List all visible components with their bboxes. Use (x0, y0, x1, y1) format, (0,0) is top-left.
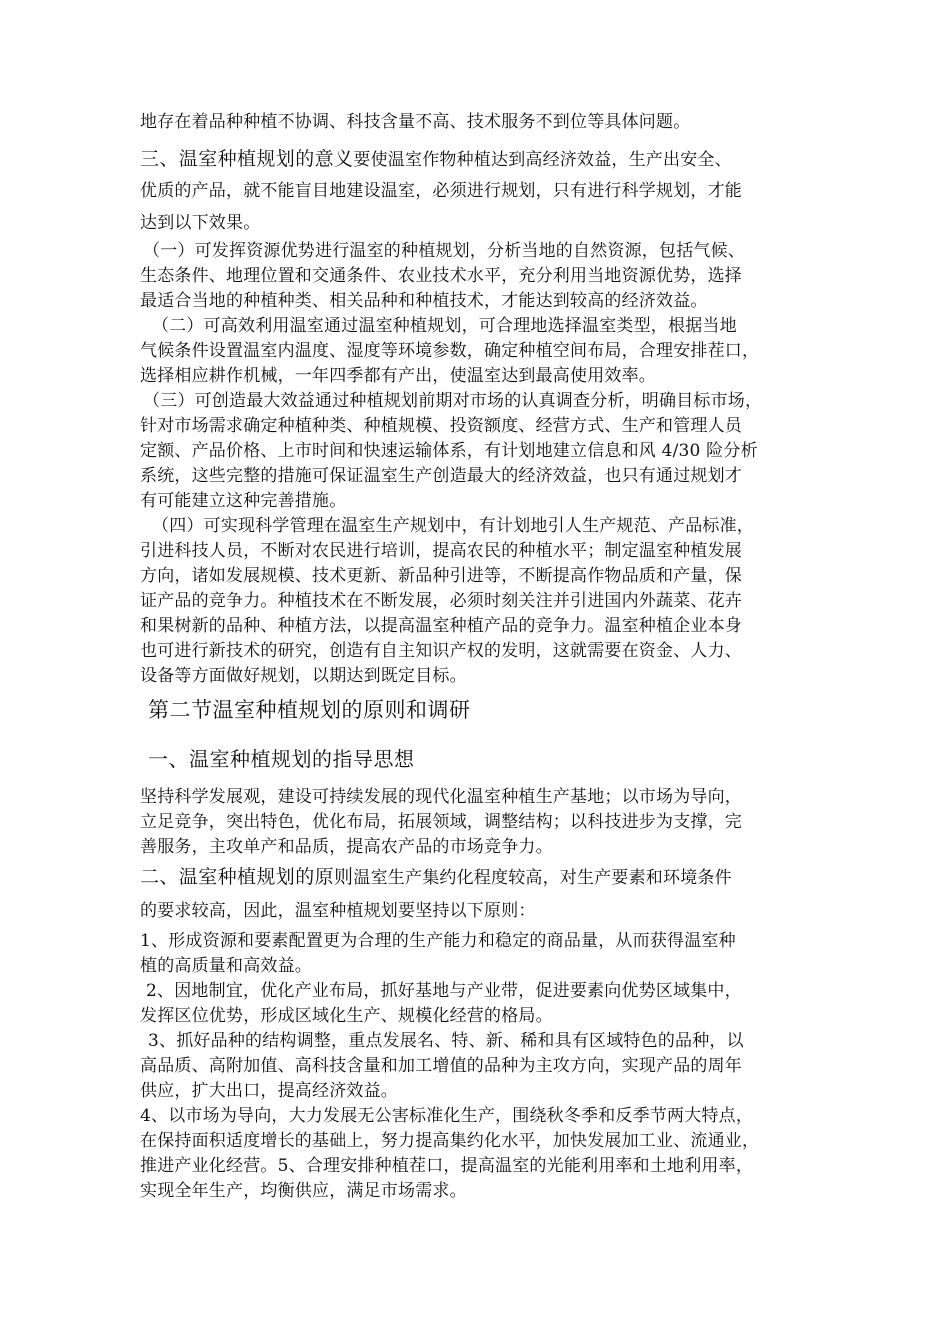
paragraph-line: （三）可创造最大效益通过种植规划前期对市场的认真调查分析，明确目标市场， (143, 391, 763, 411)
paragraph-line: 引进科技人员，不断对农民进行培训，提高农民的种植水平；制定温室种植发展 (140, 541, 742, 561)
paragraph-line: 也可进行新技术的研究，创造有自主知识产权的发明，这就需要在资金、人力、 (140, 641, 742, 661)
paragraph-text: 温室生产集约化程度较高，对生产要素和环境条件 (353, 868, 732, 888)
paragraph-line: 生态条件、地理位置和交通条件、农业技术水平，充分利用当地资源优势，选择 (140, 266, 742, 286)
paragraph-line: 高品质、高附加值、高科技含量和加工增值的品种为主攻方向，实现产品的周年 (140, 1056, 742, 1076)
paragraph-line: （一）可发挥资源优势进行温室的种植规划，分析当地的自然资源，包括气候、 (143, 241, 745, 261)
paragraph-line: 系统，这些完整的措施可保证温室生产创造最大的经济效益，也只有通过规划才 (140, 466, 742, 486)
paragraph-line: 供应，扩大出口，提高经济效益。 (140, 1081, 398, 1101)
paragraph-line: 方向，诸如发展规模、技术更新、新品种引进等，不断提高作物品质和产量，保 (140, 566, 742, 586)
paragraph-line: 的要求较高，因此，温室种植规划要坚持以下原则： (140, 901, 536, 921)
paragraph-line: 达到以下效果。 (140, 213, 261, 233)
paragraph-line: 实现全年生产，均衡供应，满足市场需求。 (140, 1181, 467, 1201)
paragraph-line: 设备等方面做好规划，以期达到既定目标。 (140, 666, 467, 686)
paragraph-line: 针对市场需求确定种植种类、种植规模、投资额度、经营方式、生产和管理人员 (140, 416, 742, 436)
paragraph-line: 植的高质量和高效益。 (140, 956, 312, 976)
paragraph-line: 优质的产品，就不能盲目地建设温室，必须进行规划，只有进行科学规划，才能 (140, 181, 742, 201)
paragraph-line: 定额、产品价格、上市时间和快速运输体系，有计划地建立信息和风 4/30 险分析 (140, 441, 758, 461)
paragraph-line: 最适合当地的种植种类、相关品种和种植技术，才能达到较高的经济效益。 (140, 291, 708, 311)
section-heading-line (140, 148, 732, 171)
paragraph-line: 1、形成资源和要素配置更为合理的生产能力和稳定的商品量，从而获得温室种 (140, 931, 736, 951)
paragraph-line: 3、抓好品种的结构调整，重点发展名、特、新、稀和具有区域特色的品种，以 (148, 1031, 744, 1051)
paragraph-line: 2、因地制宜，优化产业布局，抓好基地与产业带，促进要素向优势区域集中， (146, 981, 742, 1001)
paragraph-line: 和果树新的品种、种植方法，以提高温室种植产品的竞争力。温室种植企业本身 (140, 616, 742, 636)
subsection-heading-guiding-thought: 一、温室种植规划的指导思想 (148, 747, 415, 771)
paragraph-line: 在保持面积适度增长的基础上，努力提高集约化水平，加快发展加工业、流通业， (140, 1131, 760, 1151)
paragraph-line: 地存在着品种种植不协调、科技含量不高、技术服务不到位等具体问题。 (140, 112, 691, 132)
chapter-heading: 第二节温室种植规划的原则和调研 (148, 698, 471, 722)
paragraph-text: 要使温室作物种植达到高经济效益，生产出安全、 (353, 150, 732, 170)
paragraph-line: （四）可实现科学管理在温室生产规划中，有计划地引人生产规范、产品标准， (152, 516, 754, 536)
paragraph-line: 证产品的竞争力。种植技术在不断发展，必须时刻关注并引进国内外蔬菜、花卉 (140, 591, 742, 611)
paragraph-line: 立足竞争，突出特色，优化布局，拓展领域，调整结构；以科技进步为支撑，完 (140, 812, 742, 832)
paragraph-line: 4、以市场为导向，大力发展无公害标准化生产，围绕秋冬季和反季节两大特点， (140, 1106, 754, 1126)
paragraph-line: 坚持科学发展观，建设可持续发展的现代化温室种植生产基地；以市场为导向， (140, 787, 742, 807)
section-heading-line (140, 866, 732, 889)
paragraph-line: 推进产业化经营。5、合理安排种植茬口，提高温室的光能利用率和土地利用率， (140, 1156, 754, 1176)
paragraph-line: 气候条件设置温室内温度、湿度等环境参数，确定种植空间布局，合理安排茬口， (140, 341, 760, 361)
paragraph-line: （二）可高效利用温室通过温室种植规划，可合理地选择温室类型，根据当地 (152, 316, 737, 336)
section-heading-principles: 二、温室种植规划的原则 (140, 866, 354, 888)
paragraph-line: 发挥区位优势，形成区域化生产、规模化经营的格局。 (140, 1006, 553, 1026)
section-heading-significance: 三、温室种植规划的意义 (140, 148, 354, 170)
paragraph-line: 善服务，主攻单产和品质，提高农产品的市场竞争力。 (140, 837, 553, 857)
paragraph-line: 选择相应耕作机械，一年四季都有产出，使温室达到最高使用效率。 (140, 366, 656, 386)
paragraph-line: 有可能建立这种完善措施。 (140, 491, 347, 511)
